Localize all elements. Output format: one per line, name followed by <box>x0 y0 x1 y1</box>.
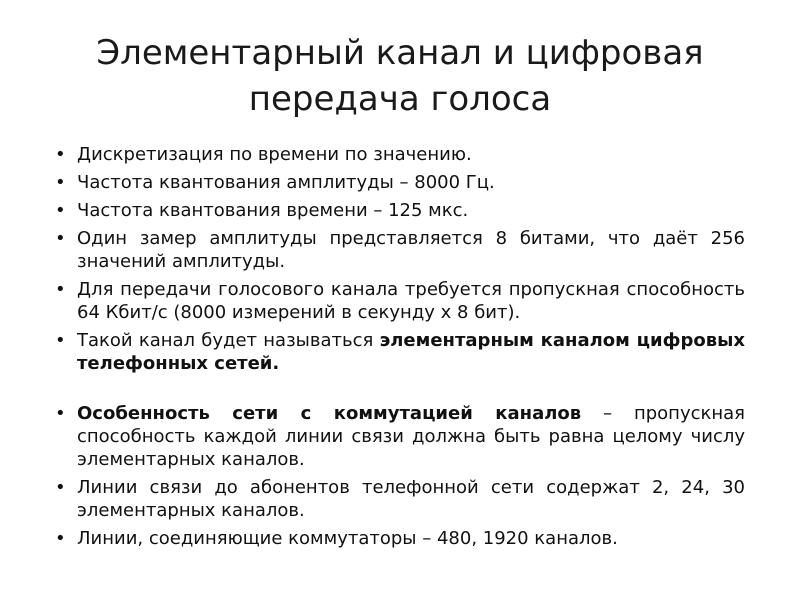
bullet-icon: • <box>55 279 66 300</box>
bullet-item-3 <box>55 199 745 222</box>
slide-title-line-1: Элементарный канал и цифровая <box>96 33 704 73</box>
bullet-icon: • <box>55 200 66 221</box>
bullet-text-prefix: Такой канал будет называться <box>77 330 380 351</box>
bullet-icon: • <box>55 528 66 549</box>
bullet-icon: • <box>55 477 66 498</box>
bullet-item-2 <box>55 171 745 194</box>
bullet-list <box>55 143 745 555</box>
bullet-icon: • <box>55 144 66 165</box>
bullet-text: Частота квантования амплитуды – 8000 Гц. <box>77 172 495 193</box>
bullet-item-7 <box>55 402 745 471</box>
bullet-icon: • <box>55 228 66 249</box>
bullet-icon: • <box>55 330 66 351</box>
bullet-item-5 <box>55 278 745 324</box>
bullet-text: Линии, соединяющие коммутаторы – 480, 1920 каналов. <box>77 528 618 549</box>
slide-title <box>40 30 760 122</box>
bullet-text: Для передачи голосового канала требуется пропускная способность 64 Кбит/с (8000 измерений в секунду х 8 бит). <box>77 279 745 323</box>
bullet-icon: • <box>55 403 66 424</box>
bullet-text: Один замер амплитуды представляется 8 битами, что даёт 256 значений амплитуды. <box>77 228 745 272</box>
bullet-item-1 <box>55 143 745 166</box>
bullet-text: Дискретизация по времени по значению. <box>77 144 472 165</box>
slide-title-line-2: передача голоса <box>248 79 552 119</box>
bullet-icon: • <box>55 172 66 193</box>
bullet-text: Линии связи до абонентов телефонной сети содержат 2, 24, 30 элементарных каналов. <box>77 477 745 521</box>
bullet-item-9 <box>55 527 745 550</box>
bullet-item-4 <box>55 227 745 273</box>
bullet-item-8 <box>55 476 745 522</box>
bullet-text-suffix: – пропускная способность каждой линии связи должна быть равна целому числу элементарных каналов. <box>77 403 746 470</box>
bullet-text: Частота квантования времени – 125 мкс. <box>77 200 469 221</box>
bullet-text-bold: элементарным каналом цифровых телефонных сетей. <box>77 330 745 374</box>
bullet-text-bold: Особенность сети с коммутацией каналов <box>77 403 582 424</box>
bullet-item-6 <box>55 329 745 375</box>
